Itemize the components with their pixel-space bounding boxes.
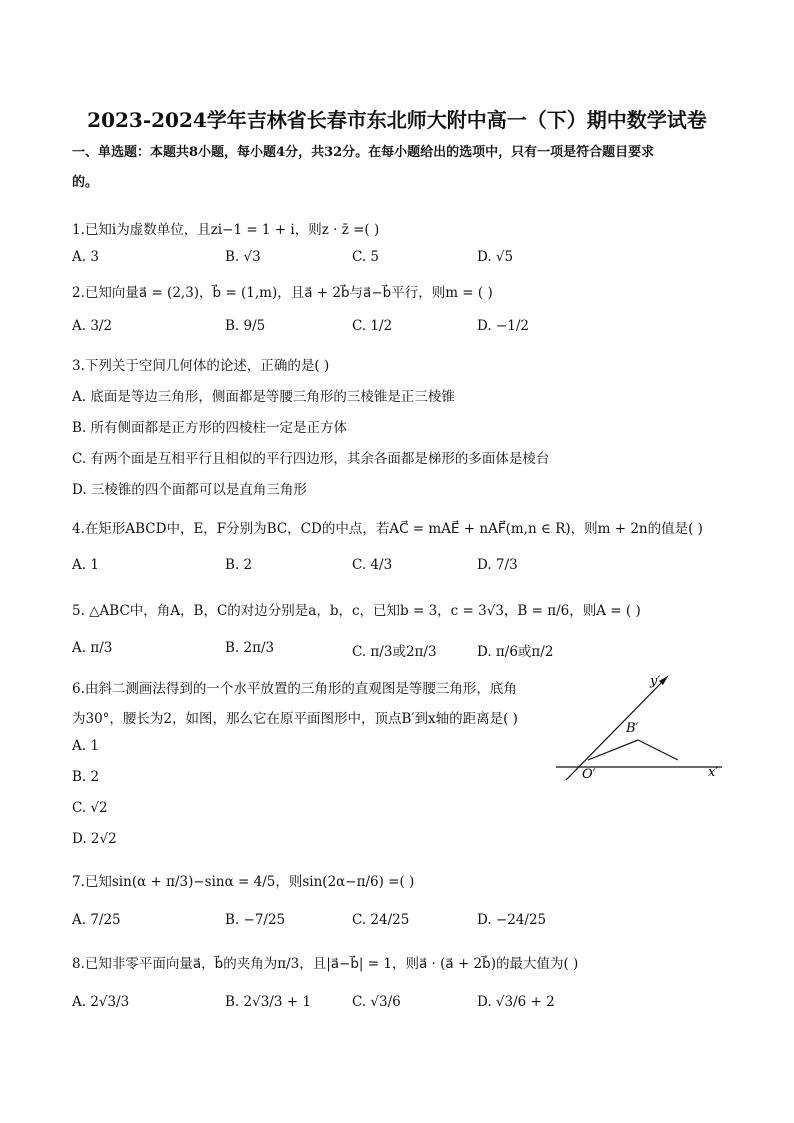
option-b: B. 2 [225, 557, 253, 573]
option-a: A. π/3 [72, 640, 113, 656]
option-a: A. 1 [72, 738, 99, 754]
option-b: B. 2√3/3 + 1 [225, 994, 311, 1010]
label-x: x′ [708, 765, 719, 780]
option-a: A. 3/2 [72, 318, 113, 334]
question-7-options [72, 912, 722, 934]
option-d: D. 三棱锥的四个面都可以是直角三角形 [72, 482, 307, 498]
label-b: B′ [626, 721, 639, 736]
option-c: C. 有两个面是互相平行且相似的平行四边形，其余各面都是梯形的多面体是棱台 [72, 451, 550, 467]
question-8-options [72, 994, 722, 1016]
option-c: C. 5 [352, 249, 380, 265]
question-3-stem: 3.下列关于空间几何体的论述，正确的是( ) [72, 358, 330, 374]
option-d: D. 7/3 [477, 557, 518, 573]
option-a: A. 2√3/3 [72, 994, 130, 1010]
question-8-stem: 8.已知非零平面向量a⃗，b⃗的夹角为π/3，且|a⃗−b⃗| = 1，则a⃗ · (a⃗ + 2b⃗)的最大值为( ) [72, 956, 579, 972]
question-6-stem-line2: 为30°，腰长为2，如图，那么它在原平面图形中，顶点B′到x轴的距离是( ) [72, 711, 518, 727]
option-a: A. 7/25 [72, 912, 121, 928]
option-b: B. −7/25 [225, 912, 286, 928]
question-2-stem: 2.已知向量a⃗ = (2,3)，b⃗ = (1,m)，且a⃗ + 2b⃗与a⃗−b⃗平行，则m = ( ) [72, 285, 493, 301]
question-2-options [72, 318, 722, 340]
question-4-options [72, 557, 722, 579]
option-a: A. 底面是等边三角形，侧面都是等腰三角形的三棱锥是正三棱锥 [72, 389, 455, 405]
question-4-stem: 4.在矩形ABCD中，E，F分别为BC，CD的中点，若AC⃗ = mAE⃗ + nAF⃗(m,n ∈ R)，则m + 2n的值是( ) [72, 521, 703, 537]
option-d: D. √5 [477, 249, 514, 265]
option-a: A. 1 [72, 557, 99, 573]
page-title: 2023-2024学年吉林省长春市东北师大附中高一（下）期中数学试卷 [87, 108, 707, 132]
question-7-stem: 7.已知sin(α + π/3)−sinα = 4/5，则sin(2α−π/6) =( ) [72, 874, 415, 890]
option-c: C. 4/3 [352, 557, 393, 573]
question-1-options [72, 249, 722, 271]
label-y: y′ [650, 674, 661, 689]
question-5-options [72, 640, 722, 662]
option-b: B. √3 [225, 249, 261, 265]
section-heading-line1: 一、单选题：本题共8小题，每小题4分，共32分。在每小题给出的选项中，只有一项是符合题目要求 [72, 145, 655, 160]
label-o: O′ [582, 767, 596, 782]
question-1-stem: 1.已知i为虚数单位，且zi−1 = 1 + i，则z · z̄ =( ) [72, 222, 380, 238]
option-b: B. 9/5 [225, 318, 266, 334]
option-d: D. √3/6 + 2 [477, 994, 555, 1010]
option-c: C. √3/6 [352, 994, 401, 1010]
option-b: B. 2 [72, 769, 100, 785]
question-6-stem-line1: 6.由斜二测画法得到的一个水平放置的三角形的直观图是等腰三角形，底角 [72, 681, 517, 697]
option-b: B. 所有侧面都是正方形的四棱柱一定是正方体 [72, 420, 348, 436]
option-d: D. −1/2 [477, 318, 529, 334]
question-5-stem: 5. △ABC中，角A，B，C的对边分别是a，b，c，已知b = 3，c = 3√3，B = π/6，则A = ( ) [72, 603, 641, 619]
option-d: D. π/6或π/2 [477, 644, 554, 660]
option-c: C. 1/2 [352, 318, 393, 334]
option-c: C. π/3或2π/3 [352, 644, 437, 660]
option-d: D. −24/25 [477, 912, 547, 928]
section-heading-line2: 的。 [72, 175, 99, 190]
oblique-axes-figure [550, 672, 730, 782]
option-c: C. √2 [72, 800, 108, 816]
option-c: C. 24/25 [352, 912, 410, 928]
option-b: B. 2π/3 [225, 640, 275, 656]
option-d: D. 2√2 [72, 831, 117, 847]
y-axis-line [566, 676, 668, 780]
option-a: A. 3 [72, 249, 99, 265]
